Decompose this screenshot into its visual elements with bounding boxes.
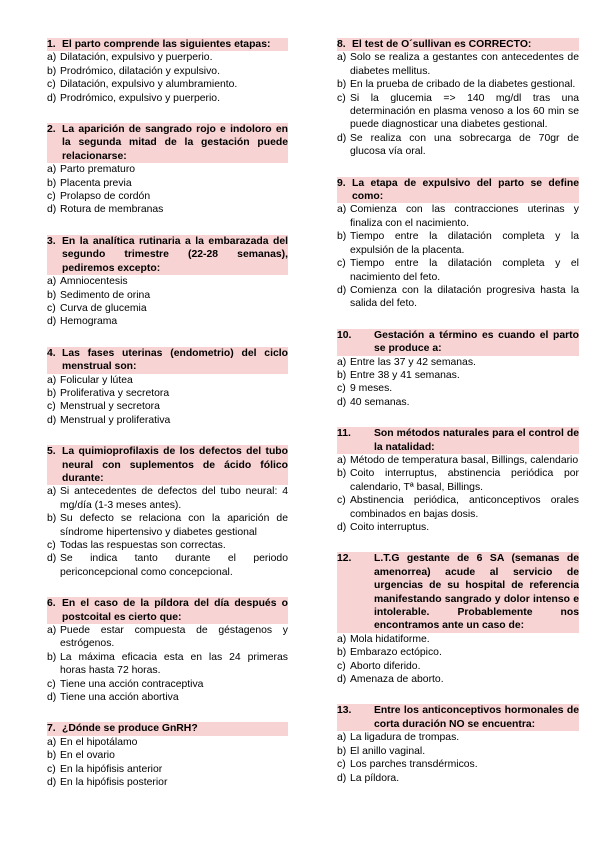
answer-option[interactable] (337, 646, 579, 659)
answer-option[interactable] (337, 731, 579, 744)
option-text: Método de temperatura basal, Billings, calendario (350, 454, 579, 466)
answer-option[interactable] (47, 678, 288, 691)
answer-option[interactable] (337, 758, 579, 771)
answer-option[interactable] (337, 673, 579, 686)
answer-option[interactable] (337, 230, 579, 257)
question-block (47, 722, 288, 789)
question-number: 1. (47, 39, 56, 50)
option-text: Sedimento de orina (60, 289, 151, 301)
option-letter: b) (337, 231, 347, 243)
answer-option[interactable] (337, 92, 579, 132)
answer-option[interactable] (47, 414, 288, 427)
option-list (337, 731, 579, 785)
answer-option[interactable] (337, 51, 579, 78)
option-letter: c) (47, 540, 56, 551)
option-letter: d) (47, 692, 57, 704)
option-text: Tiene una acción contraceptiva (60, 678, 204, 690)
option-list (47, 374, 288, 428)
option-letter: d) (47, 92, 57, 104)
option-text: Dilatación, expulsivo y alumbramiento. (60, 79, 238, 91)
option-text: Embarazo ectópico. (350, 647, 442, 659)
answer-option[interactable] (337, 284, 579, 311)
question-text: Gestación a término es cuando el parto se produce a: (374, 329, 579, 355)
question-block (337, 427, 579, 534)
option-list (47, 275, 288, 329)
option-text: Entre las 37 y 42 semanas. (350, 356, 476, 368)
question-number: 8. (337, 39, 346, 50)
option-letter: c) (337, 495, 346, 507)
question-spacer (337, 159, 579, 177)
answer-option[interactable] (337, 772, 579, 785)
answer-option[interactable] (337, 454, 579, 467)
option-letter: c) (47, 678, 56, 690)
option-text: Si antecedentes de defectos del tubo neural: 4 mg/día (1-3 meses antes). (60, 486, 288, 511)
question-number: 12. (337, 553, 352, 565)
option-letter: c) (337, 759, 346, 771)
option-list (47, 624, 288, 704)
question-block (337, 552, 579, 686)
option-text: 9 meses. (350, 383, 393, 395)
option-text: Mola hidatiforme. (350, 633, 430, 645)
answer-option[interactable] (47, 552, 288, 579)
question-spacer (337, 686, 579, 704)
option-letter: c) (47, 79, 56, 91)
question-block (337, 329, 579, 409)
answer-option[interactable] (47, 203, 288, 216)
option-text: Amniocentesis (60, 276, 128, 288)
answer-option[interactable] (47, 776, 288, 789)
option-letter: a) (337, 454, 347, 466)
option-text: En el hipotálamo (60, 736, 138, 748)
question-spacer (337, 311, 579, 329)
question-spacer (337, 534, 579, 552)
question-heading (47, 235, 288, 275)
answer-option[interactable] (337, 467, 579, 494)
option-letter: c) (337, 660, 346, 672)
option-letter: a) (47, 52, 57, 64)
question-number: 9. (337, 177, 346, 189)
answer-option[interactable] (47, 736, 288, 749)
option-letter: d) (337, 522, 347, 533)
option-letter: a) (47, 625, 57, 637)
option-letter: b) (47, 750, 57, 762)
question-number: 11. (337, 428, 351, 440)
option-letter: a) (337, 204, 347, 216)
option-letter: c) (47, 302, 56, 314)
option-list (47, 163, 288, 217)
option-letter: a) (47, 276, 57, 288)
question-spacer (47, 427, 288, 445)
answer-option[interactable] (47, 539, 288, 552)
option-text: Prolapso de cordón (60, 191, 151, 203)
question-text: En la analítica rutinaria a la embarazada del segundo trimestre (22-28 semanas), pediremos excepto: (62, 235, 288, 274)
option-text: Solo se realiza a gestantes con antecedentes de diabetes mellitus. (350, 52, 579, 77)
option-letter: a) (47, 736, 57, 748)
option-list (337, 633, 579, 687)
option-letter: d) (47, 414, 57, 426)
question-spacer (47, 217, 288, 235)
option-text: Folicular y lútea (60, 374, 133, 386)
option-text: Curva de glucemia (60, 302, 147, 314)
question-number: 10. (337, 329, 352, 341)
question-heading (47, 597, 288, 624)
option-text: El anillo vaginal. (350, 745, 426, 757)
option-letter: c) (337, 92, 346, 104)
answer-option[interactable] (47, 190, 288, 203)
question-text: El test de O´sullivan es CORRECTO: (352, 39, 532, 50)
option-text: Se indica tanto durante el periodo periconcepcional como concepcional. (60, 553, 288, 578)
option-text: La píldora. (350, 772, 400, 784)
option-letter: c) (47, 401, 56, 413)
option-letter: a) (47, 164, 57, 176)
option-letter: d) (337, 674, 347, 686)
answer-option[interactable] (47, 485, 288, 512)
option-text: Tiempo entre la dilatación completa y el nacimiento del feto. (350, 258, 579, 283)
question-heading (47, 722, 288, 735)
option-letter: b) (337, 745, 347, 757)
question-spacer (47, 329, 288, 347)
question-block (47, 123, 288, 217)
answer-option[interactable] (337, 356, 579, 369)
question-heading (337, 329, 579, 356)
question-block (47, 347, 288, 427)
answer-option[interactable] (337, 257, 579, 284)
option-text: Coito interruptus, abstinencia periódica por calendario, Tª basal, Billings. (350, 468, 579, 493)
question-number: 3. (47, 235, 56, 247)
option-letter: b) (47, 65, 57, 77)
option-list (337, 356, 579, 410)
answer-option[interactable] (47, 51, 288, 64)
answer-option[interactable] (47, 92, 288, 105)
question-number: 6. (47, 598, 56, 610)
option-letter: b) (337, 79, 347, 91)
option-letter: d) (337, 132, 347, 144)
option-text: Amenaza de aborto. (350, 674, 444, 686)
answer-option[interactable] (47, 275, 288, 288)
option-letter: d) (47, 204, 57, 216)
question-block (337, 177, 579, 311)
option-text: Menstrual y secretora (60, 401, 160, 413)
option-letter: a) (337, 633, 347, 645)
question-block (337, 704, 579, 784)
question-text: El parto comprende las siguientes etapas: (62, 39, 271, 50)
option-text: Los parches transdérmicos. (350, 759, 478, 771)
option-letter: c) (337, 383, 346, 395)
option-letter: d) (337, 396, 347, 408)
option-list (47, 736, 288, 790)
answer-option[interactable] (47, 691, 288, 704)
option-text: Tiene una acción abortiva (60, 692, 179, 704)
answer-option[interactable] (337, 132, 579, 159)
left-column (47, 38, 288, 790)
question-heading (47, 347, 288, 374)
question-heading (47, 445, 288, 485)
question-heading (47, 123, 288, 163)
option-letter: b) (337, 369, 347, 381)
option-letter: d) (47, 316, 57, 328)
option-letter: d) (47, 553, 57, 565)
option-text: Prodrómico, dilatación y expulsivo. (60, 65, 220, 77)
option-text: Todas las respuestas son correctas. (60, 540, 226, 551)
answer-option[interactable] (47, 302, 288, 315)
answer-option[interactable] (47, 78, 288, 91)
answer-option[interactable] (337, 745, 579, 758)
answer-option[interactable] (337, 78, 579, 91)
answer-option[interactable] (47, 177, 288, 190)
answer-option[interactable] (47, 763, 288, 776)
answer-option[interactable] (47, 374, 288, 387)
question-block (47, 597, 288, 704)
option-text: Puede estar compuesta de géstagenos y estrógenos. (60, 625, 288, 650)
option-text: Tiempo entre la dilatación completa y la expulsión de la placenta. (350, 231, 579, 256)
question-text: L.T.G gestante de 6 SA (semanas de amenorrea) acude al servicio de urgencias de su hospital de referencia manifestando sangrado y dolor intenso e intolerable. Probablemente nos encontramos ante un caso de: (374, 553, 579, 632)
answer-option[interactable] (337, 396, 579, 409)
option-list (47, 51, 288, 105)
right-column (337, 38, 579, 785)
option-letter: a) (47, 374, 57, 386)
answer-option[interactable] (47, 512, 288, 539)
option-text: Parto prematuro (60, 164, 136, 176)
question-number: 4. (47, 347, 56, 359)
option-letter: d) (47, 777, 57, 789)
option-letter: b) (47, 513, 57, 525)
option-list (337, 51, 579, 158)
answer-option[interactable] (337, 369, 579, 382)
answer-option[interactable] (47, 400, 288, 413)
option-text: En la hipófisis anterior (60, 763, 163, 775)
answer-option[interactable] (47, 315, 288, 328)
answer-option[interactable] (337, 494, 579, 521)
option-letter: d) (337, 284, 347, 296)
option-text: En la hipófisis posterior (60, 777, 168, 789)
answer-option[interactable] (47, 749, 288, 762)
option-letter: c) (47, 763, 56, 775)
option-letter: a) (47, 486, 57, 498)
question-spacer (337, 409, 579, 427)
answer-option[interactable] (47, 65, 288, 78)
answer-option[interactable] (47, 651, 288, 678)
question-spacer (47, 704, 288, 722)
option-list (47, 485, 288, 579)
question-spacer (47, 579, 288, 597)
question-spacer (47, 105, 288, 123)
option-text: Prodrómico, expulsivo y puerperio. (60, 92, 220, 104)
question-heading (337, 427, 579, 454)
question-block (47, 235, 288, 329)
option-text: Se realiza con una sobrecarga de 70gr de glucosa vía oral. (350, 132, 579, 158)
option-list (337, 203, 579, 310)
option-text: Coito interruptus. (350, 522, 430, 533)
option-text: En el ovario (60, 750, 115, 762)
option-text: Abstinencia periódica, anticonceptivos orales combinados en bajas dosis. (350, 495, 579, 520)
answer-option[interactable] (337, 633, 579, 646)
option-letter: b) (47, 289, 57, 301)
option-text: Si la glucemia => 140 mg/dl tras una determinación en plasma venoso a los 60 min se puede diagnosticar una diabetes gestional. (350, 92, 579, 131)
question-block (47, 38, 288, 105)
option-text: Rotura de membranas (60, 204, 164, 216)
answer-option[interactable] (47, 289, 288, 302)
answer-option[interactable] (337, 660, 579, 673)
option-letter: b) (47, 651, 57, 663)
option-text: Placenta previa (60, 177, 132, 189)
question-text: La quimioprofilaxis de los defectos del tubo neural con suplementos de ácido fólico durante: (62, 446, 288, 484)
option-text: Entre 38 y 41 semanas. (350, 369, 460, 381)
option-letter: a) (337, 52, 347, 64)
option-letter: a) (337, 356, 347, 368)
option-letter: b) (337, 647, 347, 659)
question-heading (47, 38, 288, 51)
option-letter: b) (47, 177, 57, 189)
option-letter: b) (337, 468, 347, 480)
question-number: 13. (337, 705, 352, 717)
option-text: En la prueba de cribado de la diabetes gestional. (350, 79, 576, 91)
option-letter: a) (337, 732, 347, 744)
option-text: La ligadura de trompas. (350, 732, 460, 744)
option-text: La máxima eficacia esta en las 24 primeras horas hasta 72 horas. (60, 651, 288, 677)
answer-option[interactable] (47, 163, 288, 176)
option-text: Dilatación, expulsivo y puerperio. (60, 52, 213, 64)
question-text: En el caso de la píldora del día después o postcoital es cierto que: (62, 598, 288, 623)
option-text: Su defecto se relaciona con la aparición de síndrome hipertensivo y diabetes gestional (60, 513, 288, 538)
answer-option[interactable] (337, 521, 579, 534)
answer-option[interactable] (47, 387, 288, 400)
option-letter: c) (47, 191, 56, 203)
answer-option[interactable] (47, 624, 288, 651)
answer-option[interactable] (337, 382, 579, 395)
option-text: Comienza con las contracciones uterinas y finaliza con el nacimiento. (350, 204, 579, 229)
option-letter: c) (337, 258, 346, 270)
question-heading (337, 552, 579, 632)
question-text: La aparición de sangrado rojo e indoloro en la segunda mitad de la gestación puede relacionarse: (62, 124, 288, 162)
question-text: ¿Dónde se produce GnRH? (62, 723, 198, 735)
option-text: 40 semanas. (350, 396, 410, 408)
question-block (337, 38, 579, 159)
question-heading (337, 704, 579, 731)
option-text: Menstrual y proliferativa (60, 414, 171, 426)
option-text: Aborto diferido. (350, 660, 421, 672)
question-text: Las fases uterinas (endometrio) del ciclo menstrual son: (62, 347, 288, 373)
question-text: Son métodos naturales para el control de la natalidad: (374, 428, 579, 453)
question-text: La etapa de expulsivo del parto se define como: (352, 177, 579, 203)
question-number: 7. (47, 723, 56, 735)
option-text: Proliferativa y secretora (60, 387, 170, 399)
option-letter: d) (337, 772, 347, 784)
option-list (337, 454, 579, 534)
question-block (47, 445, 288, 579)
question-heading (337, 177, 579, 204)
question-text: Entre los anticonceptivos hormonales de corta duración NO se encuentra: (374, 705, 579, 730)
question-heading (337, 38, 579, 51)
answer-option[interactable] (337, 203, 579, 230)
option-letter: b) (47, 387, 57, 399)
question-number: 2. (47, 124, 56, 136)
option-text: Comienza con la dilatación progresiva hasta la salida del feto. (350, 284, 579, 310)
option-text: Hemograma (60, 316, 118, 328)
question-number: 5. (47, 446, 56, 458)
